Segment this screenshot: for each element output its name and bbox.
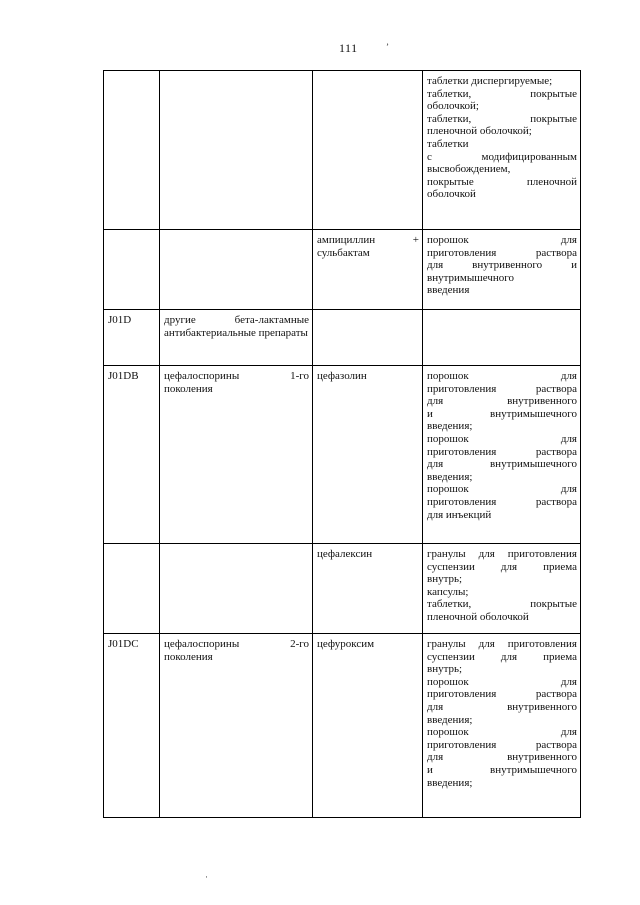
dosage-form-line: для внутривенного: [427, 395, 577, 408]
dosage-form-line: и внутримышечного: [427, 763, 577, 776]
dosage-form: [427, 676, 577, 726]
atc-code-cell: [104, 544, 160, 634]
dosage-form-line: порошок для: [427, 675, 577, 688]
drug-name-cell: ампициллин + сульбактам: [313, 230, 423, 310]
table-row: [104, 230, 581, 310]
table-row: [104, 544, 581, 634]
dosage-form-line: приготовления раствора: [427, 445, 577, 458]
dosage-form: [427, 370, 577, 433]
dosage-forms-cell: [423, 71, 581, 230]
dosage-form: [427, 638, 577, 676]
dosage-form-line: высвобождением,: [427, 163, 511, 176]
anatomical-group-cell: другие бета-лактамные антибактериальные препараты: [160, 310, 313, 366]
dosage-form-line: приготовления раствора: [427, 246, 577, 259]
dosage-form-line: таблетки диспергируемые;: [427, 75, 553, 87]
anatomical-group-cell: [160, 230, 313, 310]
table-row: [104, 310, 581, 366]
dosage-forms-cell: [423, 634, 581, 818]
drug-name-cell: цефалексин: [313, 544, 423, 634]
dosage-form-line: гранулы для приготовления: [427, 638, 577, 650]
dosage-form-line: приготовления раствора: [427, 738, 577, 751]
dosage-form-line: введения;: [427, 470, 473, 483]
dosage-form-line: приготовления раствора: [427, 688, 577, 701]
dosage-form-line: внутрь;: [427, 573, 463, 586]
dosage-form-line: порошок для: [427, 370, 577, 382]
scan-speck: ·: [205, 872, 208, 882]
drug-name-cell: [313, 71, 423, 230]
dosage-form-line: порошок для: [427, 432, 577, 445]
dosage-form-line: порошок для: [427, 234, 577, 246]
atc-code-cell: J01D: [104, 310, 160, 366]
dosage-form-line: суспензии для приема: [427, 560, 577, 573]
dosage-form: [427, 234, 577, 297]
dosage-form-line: оболочкой: [427, 188, 476, 201]
dosage-form-line: внутрь;: [427, 663, 463, 676]
dosage-form: [427, 548, 577, 586]
anatomical-group-cell: цефалоспорины 1-го поколения: [160, 366, 313, 544]
dosage-forms-cell: [423, 230, 581, 310]
dosage-form-line: приготовления раствора: [427, 495, 577, 508]
dosage-form-line: для внутримышечного: [427, 458, 577, 471]
dosage-form: [427, 75, 577, 88]
dosage-form: [427, 726, 577, 789]
drug-name-cell: [313, 310, 423, 366]
dosage-form-line: с модифицированным: [427, 150, 577, 163]
dosage-form-line: порошок для: [427, 483, 577, 496]
dosage-form-line: пленочной оболочкой;: [427, 125, 532, 138]
dosage-form-line: приготовления раствора: [427, 382, 577, 395]
dosage-forms-cell: [423, 366, 581, 544]
drug-name-cell: цефазолин: [313, 366, 423, 544]
page-number: 111: [339, 41, 358, 55]
dosage-form: [427, 433, 577, 483]
dosage-form: [427, 483, 577, 521]
atc-code-cell: J01DC: [104, 634, 160, 818]
dosage-form-line: для инъекций: [427, 508, 492, 521]
dosage-form: [427, 88, 577, 113]
dosage-form-line: для внутривенного: [427, 751, 577, 764]
dosage-form-line: и внутримышечного: [427, 407, 577, 420]
table-row: [104, 366, 581, 544]
dosage-forms-cell: [423, 544, 581, 634]
dosage-form-line: введения;: [427, 776, 473, 789]
anatomical-group-cell: [160, 544, 313, 634]
dosage-form-line: введения;: [427, 420, 473, 433]
dosage-form-line: таблетки, покрытые: [427, 87, 577, 100]
atc-code-cell: [104, 71, 160, 230]
dosage-form-line: внутримышечного: [427, 271, 514, 284]
dosage-form-line: таблетки, покрытые: [427, 112, 577, 125]
dosage-form-line: порошок для: [427, 726, 577, 739]
dosage-form-line: для внутривенного и: [427, 259, 577, 272]
dosage-form-line: оболочкой;: [427, 100, 479, 113]
drug-table: [103, 70, 581, 818]
atc-code-cell: [104, 230, 160, 310]
atc-code-cell: J01DB: [104, 366, 160, 544]
scan-speck: ’: [386, 42, 389, 52]
table-body: [104, 71, 581, 818]
dosage-form-line: таблетки, покрытые: [427, 598, 577, 611]
dosage-form-line: суспензии для приема: [427, 650, 577, 663]
dosage-form: [427, 598, 577, 623]
table-row: [104, 634, 581, 818]
anatomical-group-cell: [160, 71, 313, 230]
table-row: [104, 71, 581, 230]
dosage-form-line: капсулы;: [427, 585, 469, 598]
dosage-form: [427, 138, 577, 201]
dosage-form-line: для внутривенного: [427, 700, 577, 713]
dosage-form: [427, 586, 577, 599]
dosage-form-line: гранулы для приготовления: [427, 548, 577, 560]
drug-name-cell: цефуроксим: [313, 634, 423, 818]
dosage-form-line: пленочной оболочкой: [427, 610, 529, 623]
dosage-form-line: таблетки: [427, 137, 469, 150]
dosage-form-line: покрытые пленочной: [427, 175, 577, 188]
anatomical-group-cell: цефалоспорины 2-го поколения: [160, 634, 313, 818]
dosage-form: [427, 113, 577, 138]
dosage-forms-cell: [423, 310, 581, 366]
dosage-form-line: введения;: [427, 713, 473, 726]
dosage-form-line: введения: [427, 284, 470, 297]
